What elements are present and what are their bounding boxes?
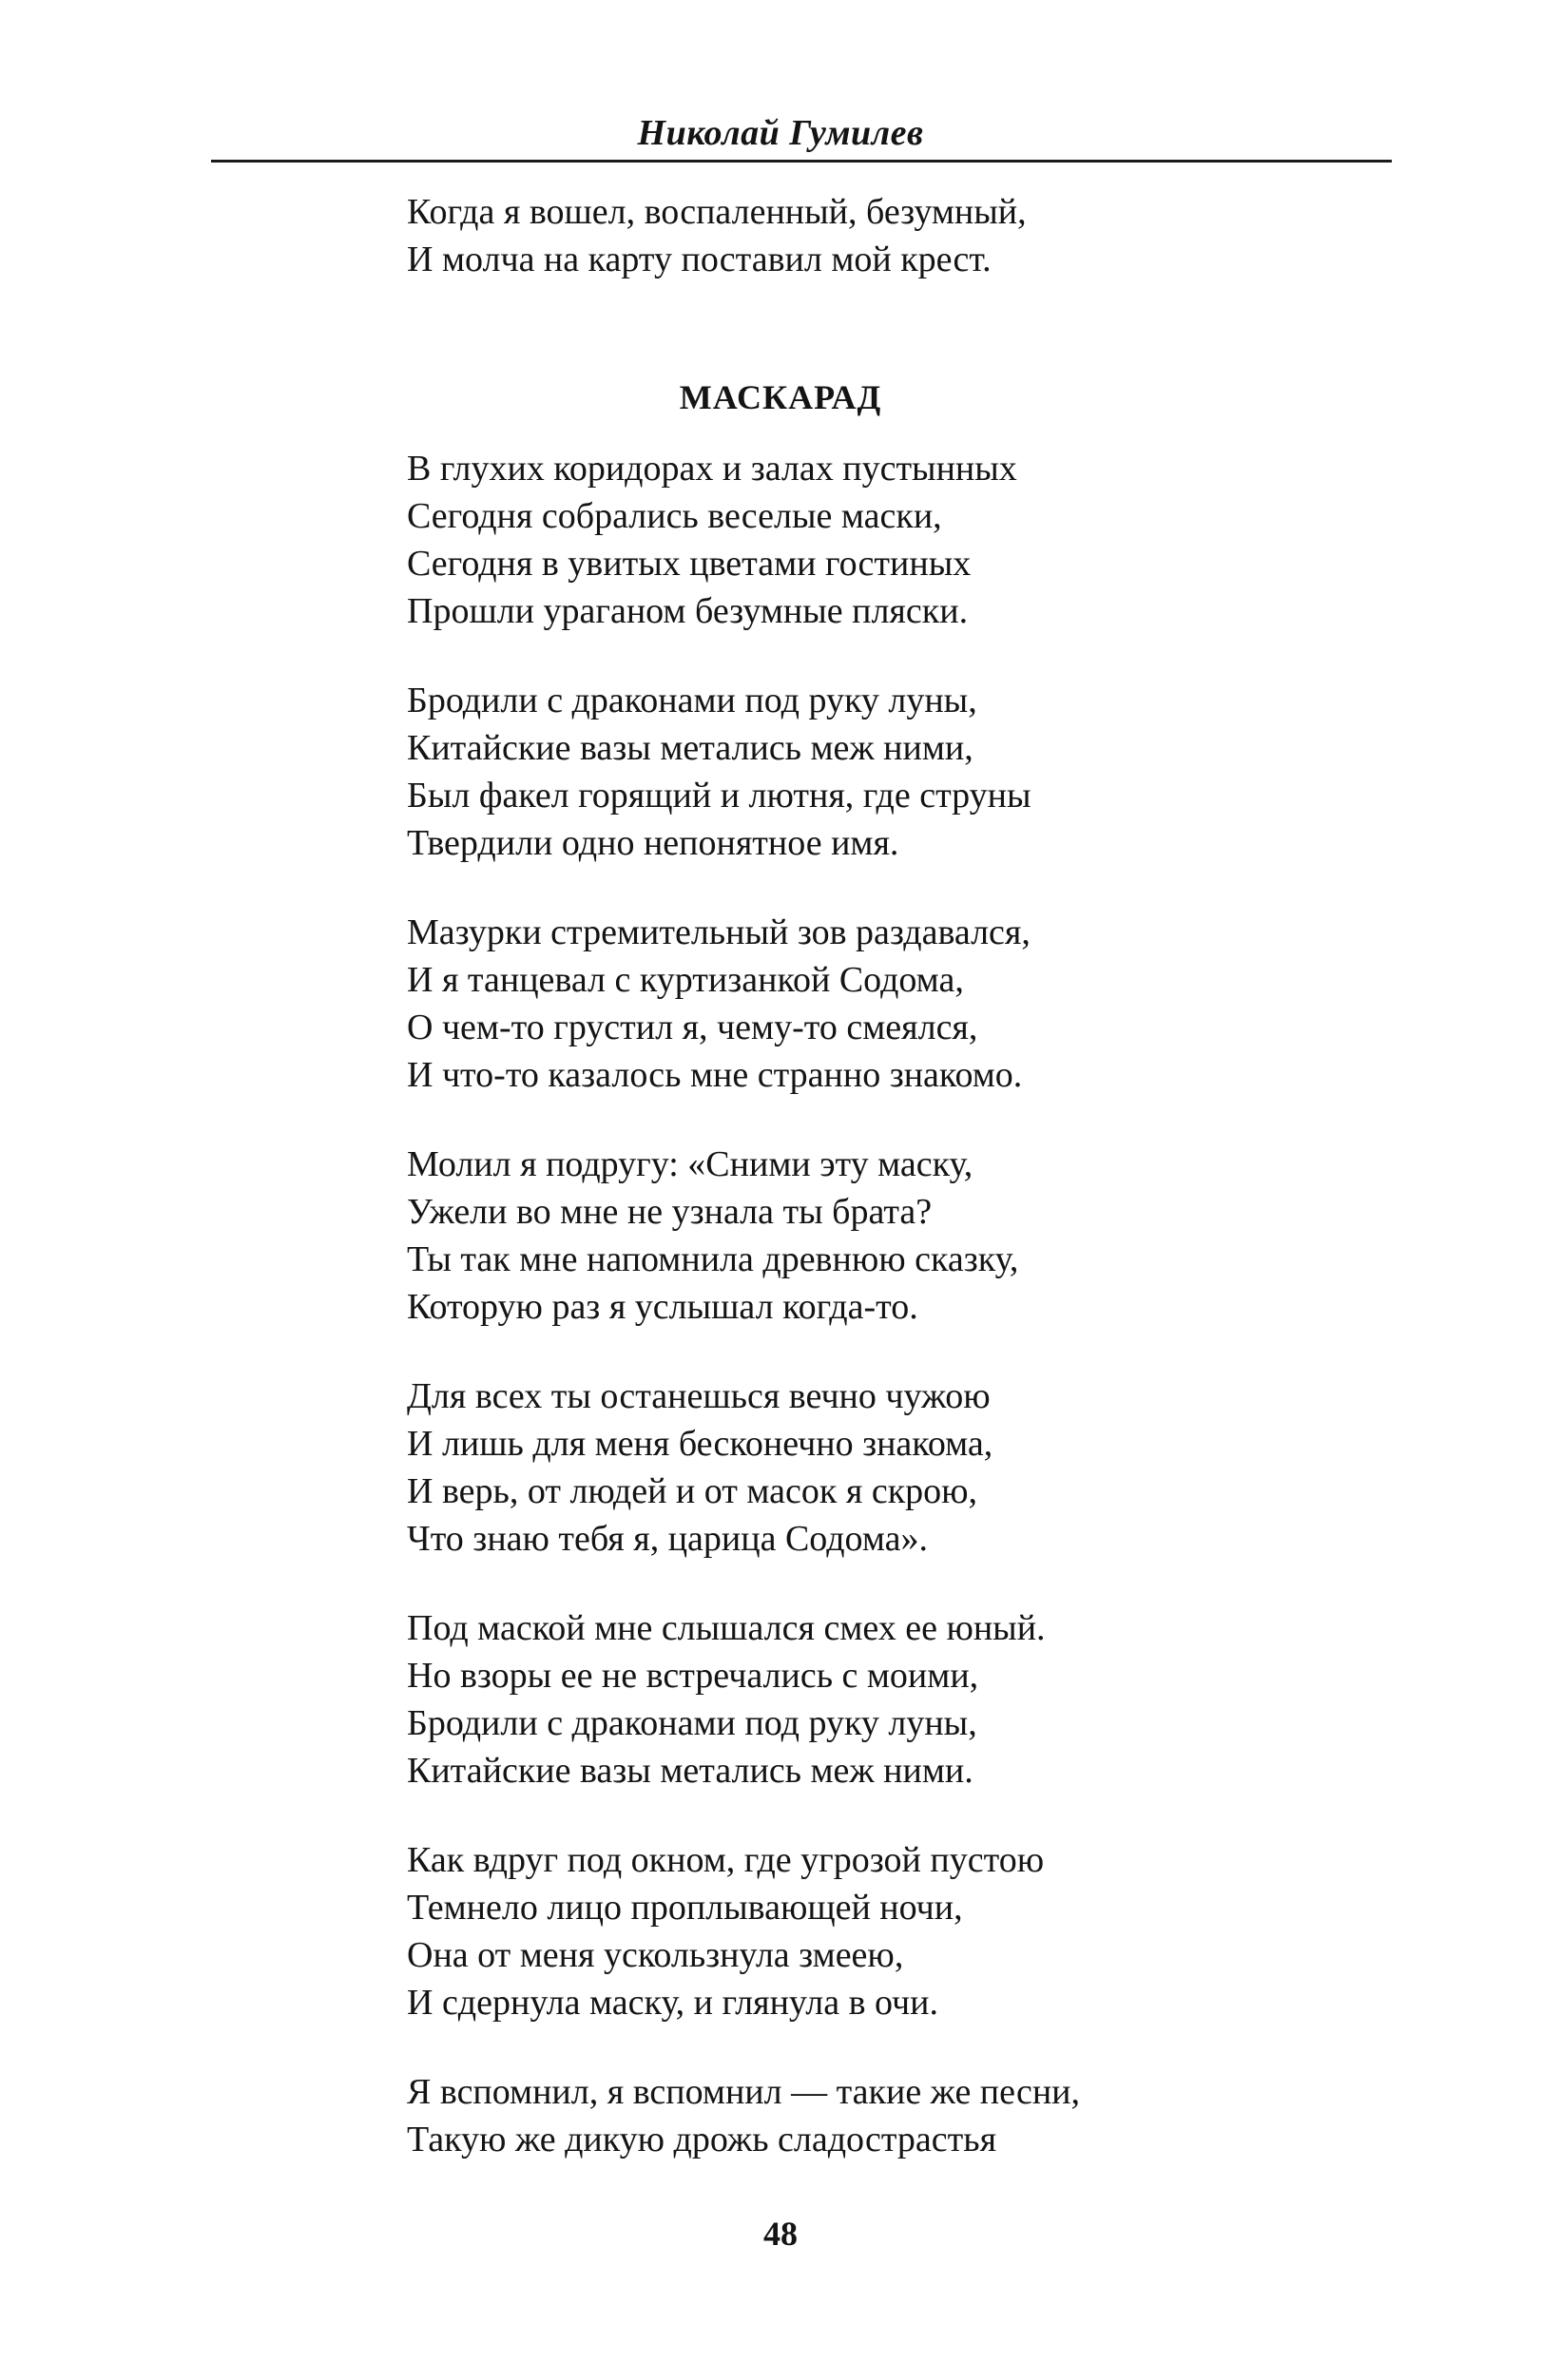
verse-line: И сдернула маску, и глянула в очи.: [407, 1983, 938, 2023]
verse-line: И лишь для меня бесконечно знакома,: [407, 1424, 993, 1464]
verse-line: И я танцевал с куртизанкой Содома,: [407, 960, 964, 1000]
verse-line: Китайские вазы метались меж ними,: [407, 728, 973, 768]
verse-line: Мазурки стремительный зов раздавался,: [407, 912, 1031, 952]
verse-line: Темнело лицо проплывающей ночи,: [407, 1888, 963, 1928]
stanza: [407, 1836, 1262, 2026]
text-column: [407, 188, 1262, 2163]
running-head: Николай Гумилев: [637, 113, 924, 153]
stanza: [407, 445, 1262, 635]
verse-line: Для всех ты останешься вечно чужою: [407, 1376, 991, 1416]
stanza: [407, 1604, 1262, 1795]
stanza: [407, 1372, 1262, 1563]
verse-line: Которую раз я услышал когда-то.: [407, 1287, 918, 1327]
stanza: [407, 909, 1262, 1099]
header-rule: [211, 160, 1392, 163]
verse-line: Твердили одно непонятное имя.: [407, 823, 899, 863]
page-number: 48: [763, 2215, 798, 2253]
verse-line: И молча на карту поставил мой крест.: [407, 240, 992, 279]
verse-line: Такую же дикую дрожь сладострастья: [407, 2120, 997, 2159]
verse-line: Бродили с драконами под руку луны,: [407, 1703, 977, 1743]
verse-line: И что-то казалось мне странно знакомо.: [407, 1055, 1023, 1095]
verse-line: Что знаю тебя я, царица Содома».: [407, 1519, 928, 1559]
verse-line: Сегодня в увитых цветами гостиных: [407, 544, 972, 584]
verse-line: Ты так мне напомнила древнюю сказку,: [407, 1239, 1019, 1279]
verse-line: Прошли ураганом безумные пляски.: [407, 591, 969, 631]
verse-line: Молил я подругу: «Сними эту маску,: [407, 1144, 973, 1184]
verse-line: Но взоры ее не встречались с моими,: [407, 1656, 979, 1696]
verse-line: Был факел горящий и лютня, где струны: [407, 776, 1031, 816]
verse-line: Китайские вазы метались меж ними.: [407, 1751, 973, 1791]
verse-line: Ужели во мне не узнала ты брата?: [407, 1192, 933, 1232]
verse-line: И верь, от людей и от масок я скрою,: [407, 1471, 978, 1511]
verse-line: Когда я вошел, воспаленный, безумный,: [407, 192, 1027, 232]
stanza: [407, 1141, 1262, 1331]
verse-line: Как вдруг под окном, где угрозой пустою: [407, 1840, 1045, 1880]
stanza: [407, 677, 1262, 867]
verse-line: Она от меня ускользнула змеею,: [407, 1935, 904, 1975]
poem-title: МАСКАРАД: [679, 378, 882, 416]
previous-poem-ending: [407, 188, 1262, 283]
stanza: [407, 2068, 1262, 2163]
verse-line: Я вспомнил, я вспомнил — такие же песни,: [407, 2072, 1080, 2112]
verse-line: В глухих коридорах и залах пустынных: [407, 449, 1017, 489]
verse-line: Под маской мне слышался смех ее юный.: [407, 1608, 1046, 1648]
verse-line: Сегодня собрались веселые маски,: [407, 496, 942, 536]
verse-line: О чем-то грустил я, чему-то смеялся,: [407, 1008, 978, 1047]
verse-line: Бродили с драконами под руку луны,: [407, 681, 977, 720]
